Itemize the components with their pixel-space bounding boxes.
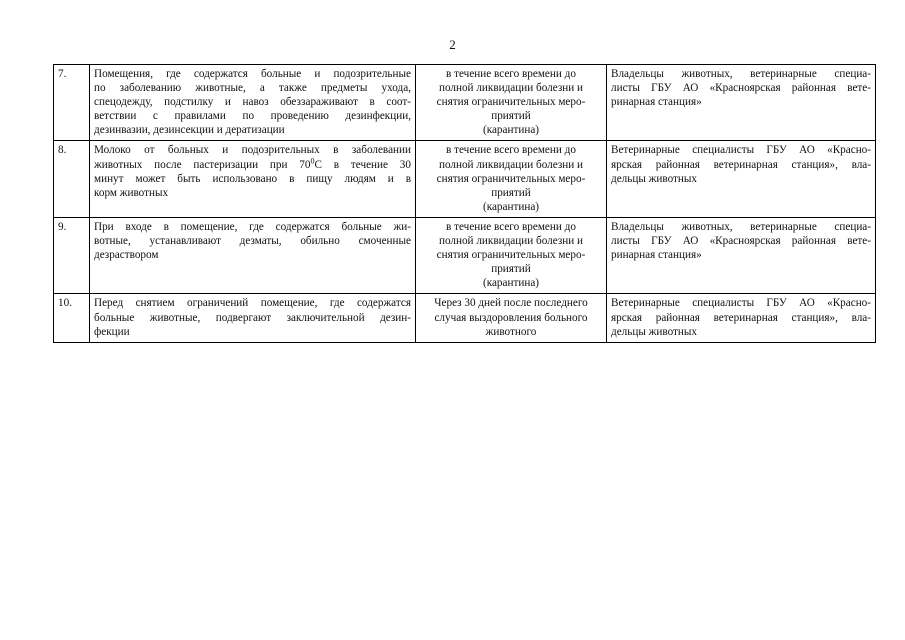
row-number: 8.: [54, 141, 90, 217]
measure-term: Через 30 дней после последнего случая выздоровления больного животного: [416, 294, 607, 342]
measure-description: Перед снятием ограничений помещение, где содержатся больные животные, подвергают заключительной дезин- фекции: [90, 294, 416, 342]
measure-responsible: Владельцы животных, ветеринарные специа- листы ГБУ АО «Красноярская районная вете- ринарная станция»: [607, 217, 876, 293]
degree-superscript: 0: [310, 155, 315, 165]
measure-description: Помещения, где содержатся больные и подозрительные по заболеванию животные, а также предметы ухода, спецодежду, подстилку и навоз обеззараживают в соот- ветствии с правилами по проведению дезинфекции, дезинвазии, дезинсекции и дератизации: [90, 65, 416, 141]
measure-responsible: Владельцы животных, ветеринарные специа- листы ГБУ АО «Красноярская районная вете- ринарная станция»: [607, 65, 876, 141]
page-number: 2: [449, 37, 456, 52]
measure-responsible: Ветеринарные специалисты ГБУ АО «Красно- ярская районная ветеринарная станция», вла- дельцы животных: [607, 141, 876, 217]
row-number: 10.: [54, 294, 90, 342]
measure-responsible: Ветеринарные специалисты ГБУ АО «Красно- ярская районная ветеринарная станция», вла- дельцы животных: [607, 294, 876, 342]
row-number: 9.: [54, 217, 90, 293]
measures-table: [53, 64, 876, 343]
measure-description: Молоко от больных и подозрительных в заболевании животных после пастеризации при $70^0С$ в течение 30 минут может быть использовано в пищу людям и в корм животных: [90, 141, 416, 217]
table-row: [54, 294, 876, 342]
row-number: 7.: [54, 65, 90, 141]
measure-description: При входе в помещение, где содержатся больные жи- вотные, устанавливают дезматы, обильно смоченные дезраствором: [90, 217, 416, 293]
measure-term: в течение всего времени до полной ликвидации болезни и снятия ограничительных меро- приятий (карантина): [416, 217, 607, 293]
table-row: [54, 141, 876, 217]
table-row: [54, 217, 876, 293]
measure-term: в течение всего времени до полной ликвидации болезни и снятия ограничительных меро- приятий (карантина): [416, 141, 607, 217]
table-row: [54, 65, 876, 141]
measure-term: в течение всего времени до полной ликвидации болезни и снятия ограничительных меро- приятий (карантина): [416, 65, 607, 141]
